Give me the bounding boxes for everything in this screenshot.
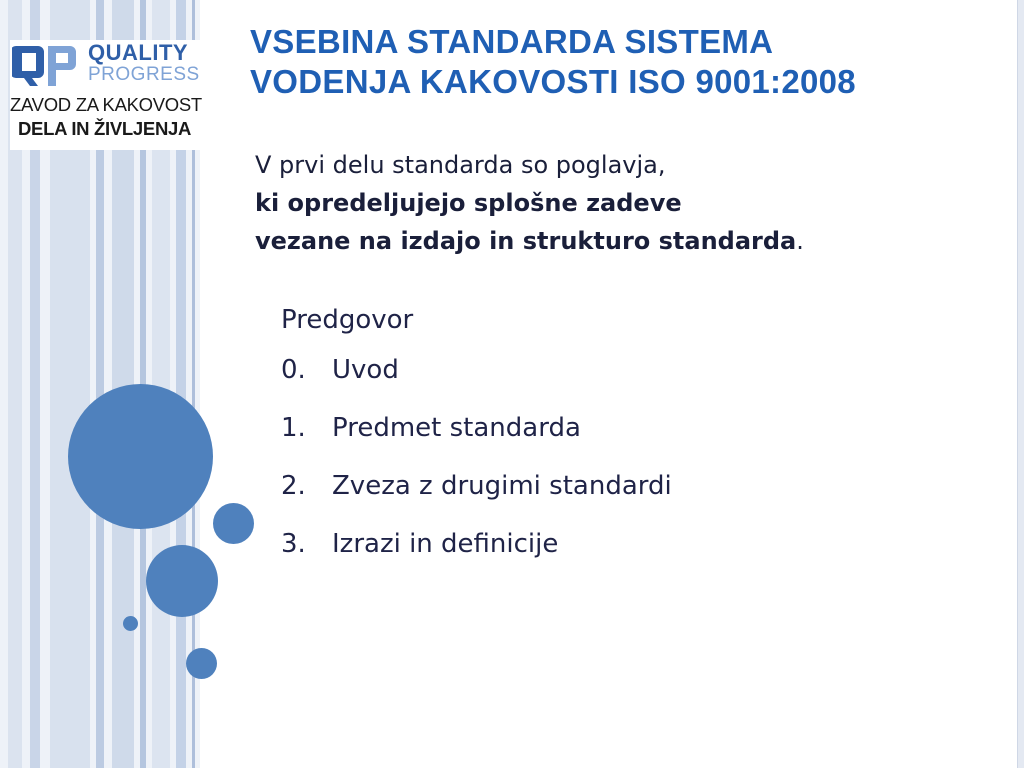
right-border [1017,0,1024,768]
decorative-circle-medium [146,545,218,617]
company-logo [10,40,200,150]
preface-label: Predgovor [281,305,414,335]
quality-progress-logo-icon [12,42,78,88]
decorative-circle-small [213,503,254,544]
list-item-number: 2. [281,471,306,501]
intro-line: V prvi delu standarda so poglavja, [255,151,666,179]
intro-line-bold: vezane na izdajo in strukturo standarda [255,227,797,255]
logo-subtitle-line2: DELA IN ŽIVLJENJA [18,118,192,139]
logo-subtitle-line1: ZAVOD ZA KAKOVOST [10,94,202,115]
list-item-number: 1. [281,413,306,443]
intro-paragraph [255,146,975,260]
list-item-text: Predmet standarda [332,413,581,443]
title-line: VSEBINA STANDARDA SISTEMA [250,23,774,60]
slide-title [250,22,990,102]
logo-progress-text: PROGRESS [88,64,200,85]
title-line: VODENJA KAKOVOSTI ISO 9001:2008 [250,63,856,100]
list-item-text: Uvod [332,355,399,385]
decorative-circle-small [186,648,217,679]
list-item-text: Izrazi in definicije [332,529,559,559]
list-item-number: 3. [281,529,306,559]
list-item-text: Zveza z drugimi standardi [332,471,672,501]
intro-line-bold: ki opredeljujejo splošne zadeve [255,189,682,217]
intro-period: . [796,227,804,255]
decorative-circle-large [68,384,213,529]
logo-quality-text: QUALITY [88,40,189,65]
list-item-number: 0. [281,355,306,385]
decorative-circle-tiny [123,616,138,631]
